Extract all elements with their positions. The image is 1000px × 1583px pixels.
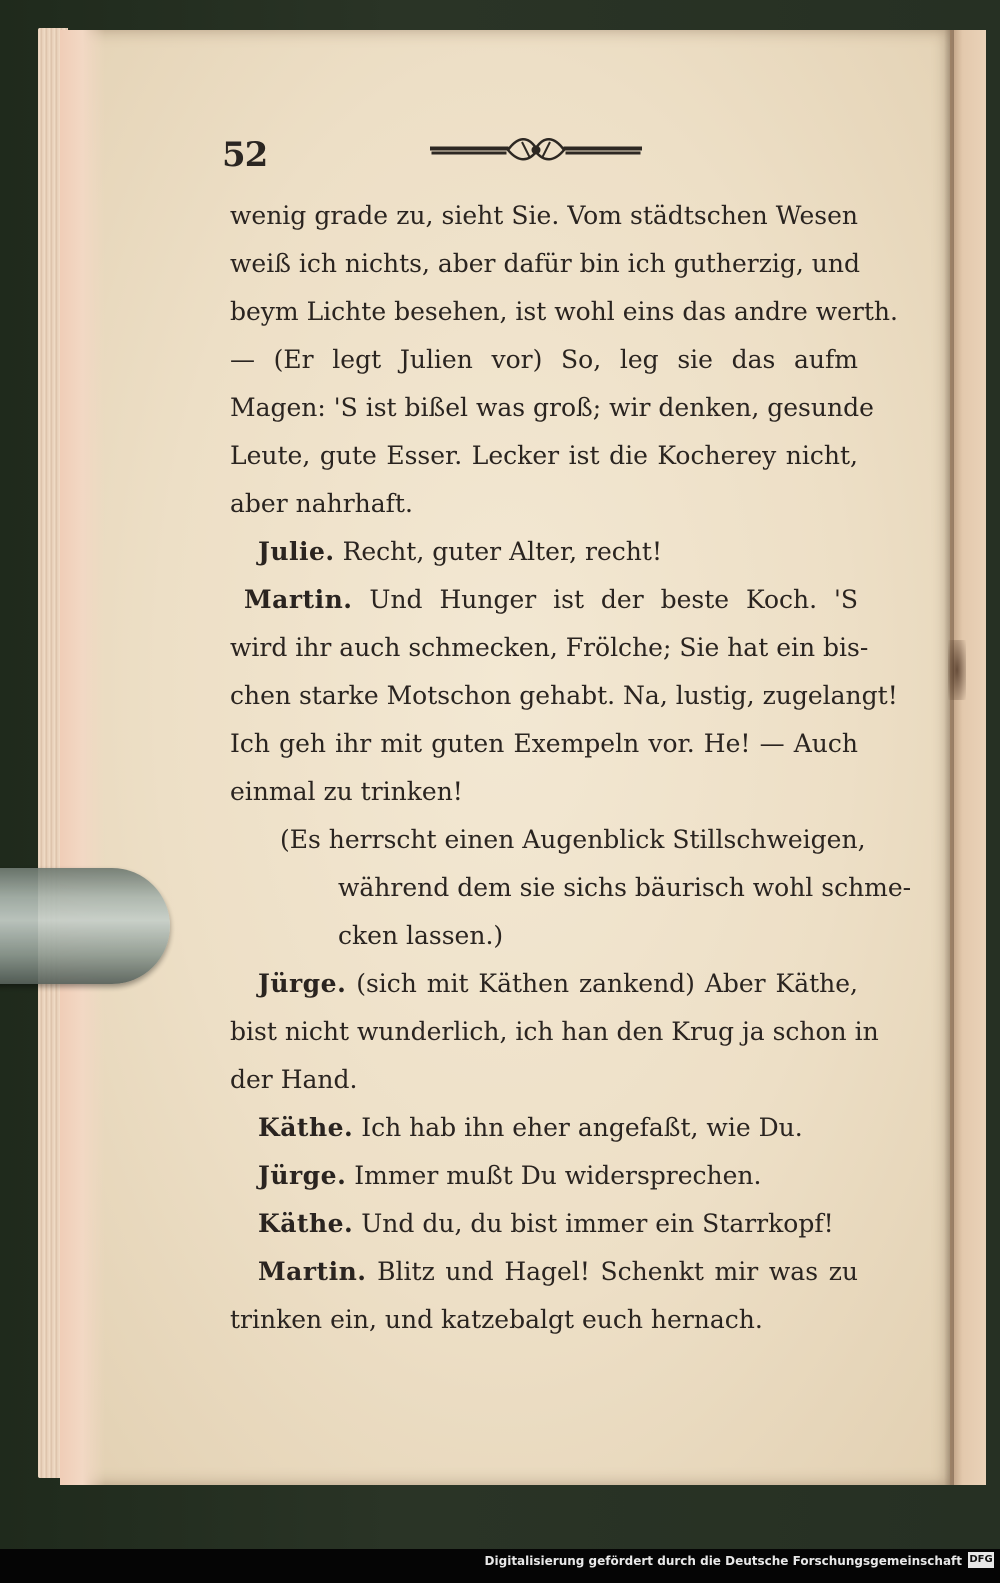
text-line [230,192,858,240]
dialogue-line [258,1104,803,1152]
line-text: Recht, guter Alter, recht! [342,537,662,566]
dialogue-line [258,1152,761,1200]
speaker-name: Jürge. [258,969,347,998]
line-text: Leute, gute Esser. Lecker ist die Kocherey nicht, [230,441,858,470]
stage-direction [338,912,503,960]
digitization-credit: Digitalisierung gefördert durch die Deutsche Forschungsgemeinschaft [484,1554,962,1568]
speaker-name: Käthe. [258,1113,354,1142]
text-line [230,624,869,672]
dialogue-line [258,1248,858,1296]
text-line [230,720,858,768]
page-stain [948,640,966,700]
line-text: Magen: 'S ist bißel was groß; wir denken, gesunde [230,393,874,422]
text-line [230,480,413,528]
speaker-name: Martin. [258,1257,367,1286]
line-text: wird ihr auch schmecken, Frölche; Sie hat ein bis- [230,633,869,662]
dialogue-line [258,1200,834,1248]
speaker-name: Martin. [244,585,353,614]
line-text: chen starke Motschon gehabt. Na, lustig, zugelangt! [230,681,898,710]
line-text: weiß ich nichts, aber dafür bin ich gutherzig, und [230,249,860,278]
page-fold-shadow [944,30,954,1485]
text-line [230,1008,879,1056]
line-text: Und Hunger ist der beste Koch. 'S [369,585,858,614]
dialogue-line [258,960,858,1008]
header-ornament [430,132,642,168]
line-text: cken lassen.) [338,921,504,950]
line-text: aber nahrhaft. [230,489,413,518]
text-line [230,1296,763,1344]
adjacent-page [950,30,986,1485]
line-text: (sich mit Käthen zankend) Aber Käthe, [356,969,858,998]
line-text: trinken ein, und katzebalgt euch hernach. [230,1305,763,1334]
speaker-name: Julie. [258,537,335,566]
dialogue-line [244,576,858,624]
line-text: Ich geh ihr mit guten Exempeln vor. He! — Auch [230,729,858,758]
dialogue-line [258,528,662,576]
page-holder-clip [0,868,170,984]
page-number: 52 [222,135,268,175]
line-text: der Hand. [230,1065,358,1094]
line-text: beym Lichte besehen, ist wohl eins das andre werth. [230,297,898,326]
text-line [230,672,898,720]
text-line [230,288,898,336]
stage-direction [338,864,912,912]
dfg-logo: DFG [968,1552,994,1568]
line-text: Blitz und Hagel! Schenkt mir was zu [377,1257,858,1286]
line-text: Und du, du bist immer ein Starrkopf! [361,1209,834,1238]
speaker-name: Jürge. [258,1161,347,1190]
line-text: — (Er legt Julien vor) So, leg sie das aufm [230,345,858,374]
speaker-name: Käthe. [258,1209,354,1238]
line-text: wenig grade zu, sieht Sie. Vom städtschen Wesen [230,201,858,230]
stage-direction [280,816,866,864]
line-text: bist nicht wunderlich, ich han den Krug ja schon in [230,1017,879,1046]
text-line [230,1056,357,1104]
line-text: Immer mußt Du widersprechen. [354,1161,762,1190]
text-line [230,768,463,816]
text-line [230,240,858,288]
text-line [230,432,858,480]
text-line [230,336,858,384]
text-line [230,384,874,432]
line-text: während dem sie sichs bäurisch wohl schme- [338,873,912,902]
line-text: Ich hab ihn eher angefaßt, wie Du. [361,1113,803,1142]
page-gutter [60,30,105,1485]
line-text: (Es herrscht einen Augenblick Stillschweigen, [280,825,866,854]
line-text: einmal zu trinken! [230,777,463,806]
